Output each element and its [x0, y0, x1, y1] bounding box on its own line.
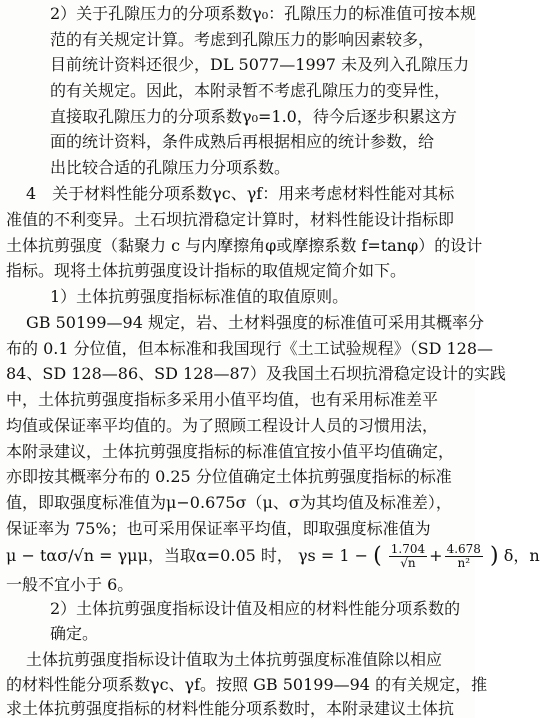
text-line: 一般不宜小于 6。	[6, 575, 134, 594]
text-line: 的材料性能分项系数γc、γf。按照 GB 50199—94 的有关规定，推	[6, 675, 488, 694]
text-line: 出比较合适的孔隙压力分项系数。	[50, 158, 291, 177]
fraction	[445, 543, 483, 570]
text-line: GB 50199—94 规定，岩、土材料强度的标准值可采用其概率分	[26, 313, 484, 332]
text-line: 亦即按其概率分布的 0.25 分位值确定土体抗剪强度指标的标准	[6, 467, 452, 486]
formula-left: μ − tασ/√n = γμμ，当取α=0.05 时，	[6, 546, 293, 565]
text-line: 的有关规定。因此，本附录暂不考虑孔隙压力的变异性，	[50, 81, 451, 100]
text-line: 范的有关规定计算。考虑到孔隙压力的影响因素较多，	[50, 30, 435, 49]
text-line: 本附录建议，土体抗剪强度指标的标准值宜按小值平均值确定，	[6, 442, 455, 461]
fraction	[389, 543, 427, 570]
text-line: 2）土体抗剪强度指标设计值及相应的材料性能分项系数的	[50, 599, 461, 618]
text-line: 目前统计资料还很少，DL 5077—1997 未及列入孔隙压力	[50, 55, 470, 74]
paren-close: )	[490, 543, 499, 569]
text-line: 指标。现将土体抗剪强度设计指标的取值规定简介如下。	[6, 261, 407, 280]
fraction-numerator: 4.678	[446, 542, 481, 556]
text-line: 中，土体抗剪强度指标多采用小值平均值，也有采用标准差平	[6, 390, 439, 409]
formula-tail: δ，n	[503, 546, 540, 565]
text-line: 均值或保证率平均值的。为了照顾工程设计人员的习惯用法，	[6, 416, 439, 435]
fraction-denominator: n²	[457, 556, 471, 570]
fraction-numerator: 1.704	[390, 542, 426, 556]
paren-open: (	[373, 543, 382, 569]
text-line: 面的统计资料，条件成熟后再根据相应的统计参数，给	[50, 132, 435, 151]
text-line: 1）土体抗剪强度指标标准值的取值原则。	[50, 287, 349, 306]
text-line: 土体抗剪强度指标设计值取为土体抗剪强度标准值除以相应	[26, 650, 443, 669]
text-line: 求土体抗剪强度指标的材料性能分项系数时，本附录建议土体抗	[6, 699, 455, 718]
text-line: 2）关于孔隙压力的分项系数γ₀：孔隙压力的标准值可按本规	[50, 4, 477, 23]
fraction-denominator: √n	[400, 556, 416, 570]
text-line: 布的 0.1 分位值，但本标准和我国现行《土工试验规程》（SD 128—	[6, 339, 494, 358]
text-line: 4 关于材料性能分项系数γc、γf：用来考虑材料性能对其标	[26, 184, 455, 203]
text-line: 值，即取强度标准值为μ−0.675σ（μ、σ为其均值及标准差），	[6, 493, 452, 512]
text-line: 土体抗剪强度（黏聚力 c 与内摩擦角φ或摩擦系数 f=tanφ）的设计	[6, 236, 483, 255]
text-line: 准值的不利变异。土石坝抗滑稳定计算时，材料性能设计指标即	[6, 210, 455, 229]
formula-line: μ − tασ/√n = γμμ，当取α=0.05 时， γs = 1 − ( $\frac{1.704}{√n}$ + $\frac{4.678}{\text{n²}}$ ) δ，n	[6, 542, 540, 570]
formula-gamma: γs = 1 −	[297, 546, 369, 565]
text-line: 保证率为 75%；也可采用保证率平均值，即取强度标准值为	[6, 519, 431, 538]
text-line: 确定。	[50, 624, 99, 643]
text-line: 84、SD 128—86、SD 128—87）及我国土石坝抗滑稳定设计的实践	[6, 364, 506, 383]
text-line: 直接取孔隙压力的分项系数γ₀=1.0，待今后逐步积累这方	[50, 107, 457, 126]
